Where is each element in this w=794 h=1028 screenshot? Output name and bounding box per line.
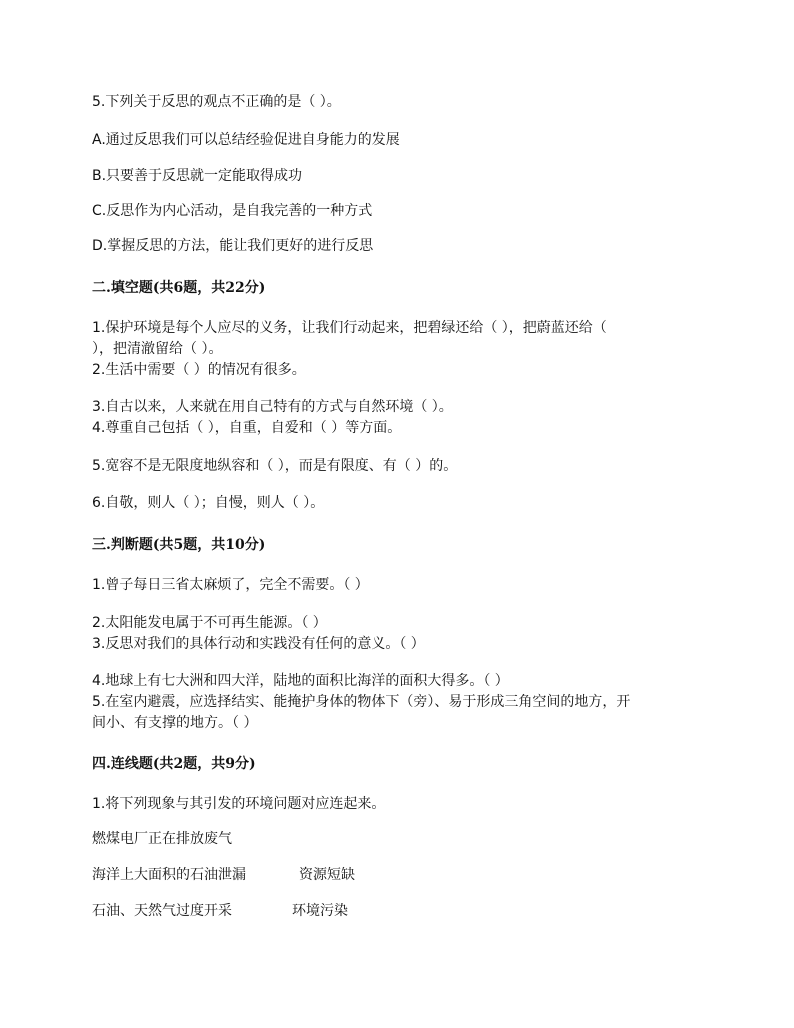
s3-q5-line1: 5.在室内避震，应选择结实、能掩护身体的物体下（旁）、易于形成三角空间的地方，开 <box>92 694 631 710</box>
s2-q3: 3.自古以来，人来就在用自己特有的方式与自然环境（ ）。 <box>92 399 453 415</box>
q5-option-b: B.只要善于反思就一定能取得成功 <box>92 168 303 184</box>
section3-title: 三.判断题(共5题，共10分) <box>92 537 266 553</box>
s3-q4: 4.地球上有七大洲和四大洋，陆地的面积比海洋的面积大得多。（ ） <box>92 673 509 689</box>
s3-q2: 2.太阳能发电属于不可再生能源。（ ） <box>92 615 327 631</box>
q5-stem: 5.下列关于反思的观点不正确的是（ ）。 <box>92 94 341 110</box>
s3-q1: 1.曾子每日三省太麻烦了，完全不需要。（ ） <box>92 577 369 593</box>
section2-title: 二.填空题(共6题，共22分) <box>92 280 266 296</box>
s4-q1: 1.将下列现象与其引发的环境问题对应连起来。 <box>92 796 386 812</box>
s3-q5-line2: 间小、有支撑的地方。（ ） <box>92 715 258 731</box>
match-right-item-1: 资源短缺 <box>299 867 355 883</box>
section4-title: 四.连线题(共2题，共9分) <box>92 756 256 772</box>
s2-q5: 5.宽容不是无限度地纵容和（ ），而是有限度、有（ ）的。 <box>92 458 458 474</box>
s2-q6: 6.自敬，则人（ ）；自慢，则人（ ）。 <box>92 495 325 511</box>
s2-q2: 2.生活中需要（ ）的情况有很多。 <box>92 362 306 378</box>
match-left-item-3: 石油、天然气过度开采 <box>92 903 232 919</box>
s2-q4: 4.尊重自己包括（ ），自重，自爱和（ ）等方面。 <box>92 420 402 436</box>
s2-q1-line1: 1.保护环境是每个人应尽的义务，让我们行动起来，把碧绿还给（ ），把蔚蓝还给（ <box>92 320 607 336</box>
match-left-item-1: 燃煤电厂正在排放废气 <box>92 831 232 847</box>
q5-option-d: D.掌握反思的方法，能让我们更好的进行反思 <box>92 238 374 254</box>
q5-option-c: C.反思作为内心活动，是自我完善的一种方式 <box>92 203 373 219</box>
q5-option-a: A.通过反思我们可以总结经验促进自身能力的发展 <box>92 132 400 148</box>
match-left-item-2: 海洋上大面积的石油泄漏 <box>92 867 246 883</box>
s2-q1-line2: ），把清澈留给（ ）。 <box>92 341 223 357</box>
match-right-item-2: 环境污染 <box>292 903 348 919</box>
s3-q3: 3.反思对我们的具体行动和实践没有任何的意义。（ ） <box>92 636 425 652</box>
